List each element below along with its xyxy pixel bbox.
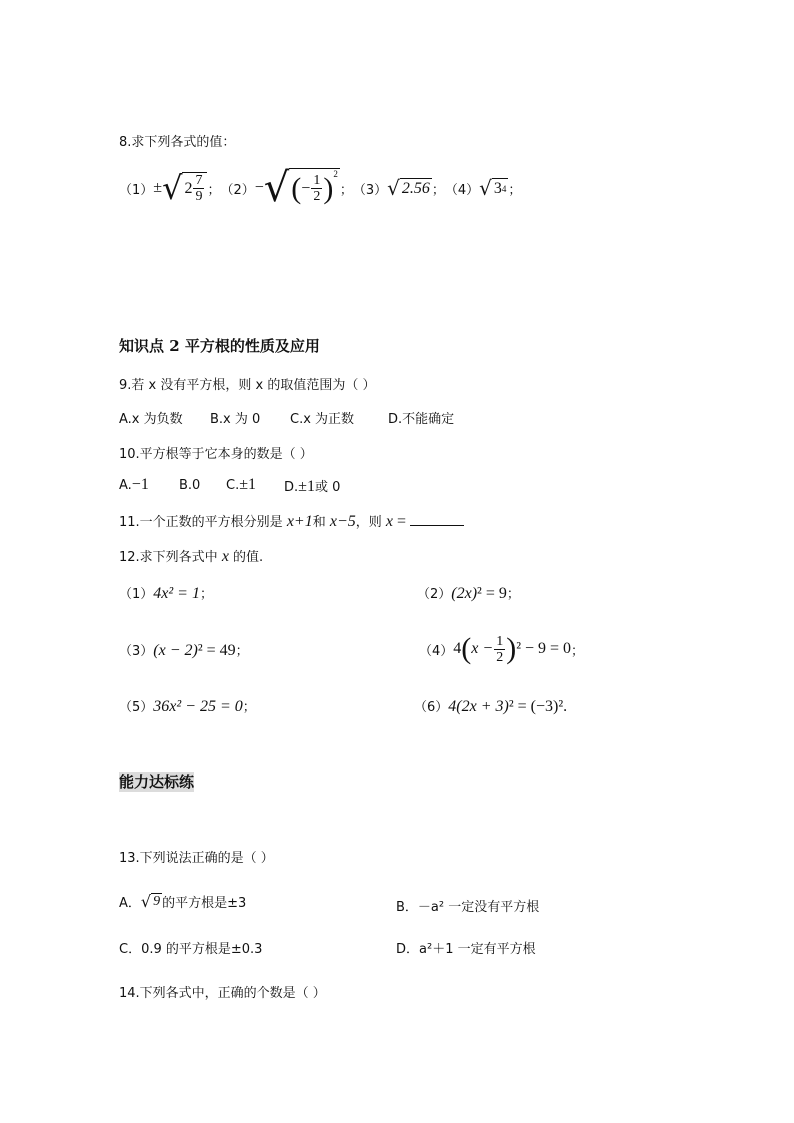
q9-option-a: A.x 为负数 [119, 412, 183, 427]
radical-sign: √ [263, 165, 290, 211]
q12-item-6: （6）4(2x + 3)² = (−3)². [414, 698, 568, 715]
q10-stem: 10.平方根等于它本身的数是（ ） [119, 447, 313, 462]
q13-stem: 13.下列说法正确的是（ ） [119, 851, 274, 866]
q13-option-d: D．a²＋1 一定有平方根 [396, 942, 536, 957]
fraction-1-2: $\frac{1}{2}$ [313, 173, 321, 204]
separator: ； [207, 182, 221, 198]
q8-sqrt-4: √ 3 4 [479, 176, 507, 200]
section-title-ability-practice: 能力达标练 [119, 773, 195, 791]
q10-option-a: A.−1 [119, 476, 149, 493]
q8-label-3: （3） [352, 182, 388, 198]
q8-stem: 8.求下列各式的值： [119, 135, 236, 150]
radical-sign: √ [140, 892, 152, 911]
plus-minus-sign: ± [153, 179, 163, 196]
q11-stem: 11.一个正数的平方根分别是 x+1和 x−5，则 x = [119, 511, 464, 531]
radical-sign: √ [162, 169, 183, 207]
q8-sqrt-1 [162, 169, 207, 207]
q12-item-1: （1）4x² = 1； [119, 585, 213, 602]
separator: ； [431, 182, 445, 198]
q13-option-b: B．－a² 一定没有平方根 [396, 900, 540, 915]
minus-sign: − [254, 179, 264, 196]
q8-sqrt-3: √ 2.56 [387, 176, 430, 200]
q12-item-4: （4） 4 ( x − $\frac{1}{2}$ ) ² − 9 = 0 ； [419, 632, 585, 665]
separator: ； [508, 182, 522, 198]
q8-sqrt-2: √ ( − $\frac{1}{2}$ ) 2 [263, 165, 338, 211]
q12-item-3: （3）(x − 2)² = 49； [119, 642, 249, 659]
radical-sign: √ [479, 176, 492, 200]
mixed-whole: 2 [184, 179, 193, 197]
q12-stem: 12.求下列各式中 x 的值. [119, 548, 264, 565]
q10-option-b: B.0 [179, 478, 201, 493]
sqrt-9: √ 9 [140, 892, 161, 911]
q8-label-2: （2） [220, 182, 255, 198]
fraction-7-9: $\frac{7}{9}$ [195, 173, 203, 204]
q8-label-4: （4） [444, 182, 480, 198]
answer-blank[interactable] [410, 513, 464, 526]
separator: ； [339, 182, 353, 198]
fraction-1-2: $\frac{1}{2}$ [496, 633, 504, 665]
q8-label-1: （1） [119, 182, 154, 198]
radical-sign: √ [387, 176, 400, 200]
q9-stem: 9.若 x 没有平方根，则 x 的取值范围为（ ） [119, 378, 376, 393]
q13-option-c: C．0.9 的平方根是±0.3 [119, 942, 263, 957]
q12-item-5: （5）36x² − 25 = 0； [119, 698, 256, 715]
q13-option-a: A． √ 9 的平方根是±3 [119, 892, 247, 911]
q14-stem: 14.下列各式中，正确的个数是（ ） [119, 986, 326, 1001]
q9-option-d: D.不能确定 [388, 412, 455, 427]
q9-option-c: C.x 为正数 [290, 412, 355, 427]
q12-item-2: （2）(2x)² = 9； [417, 585, 520, 602]
q10-option-d: D.±1或 0 [284, 478, 341, 495]
q9-option-b: B.x 为 0 [210, 412, 261, 427]
q8-expressions [119, 163, 521, 213]
section-title-knowledge-point-2: 知识点 2 平方根的性质及应用 [119, 337, 320, 355]
q10-option-c: C.±1 [226, 476, 256, 493]
